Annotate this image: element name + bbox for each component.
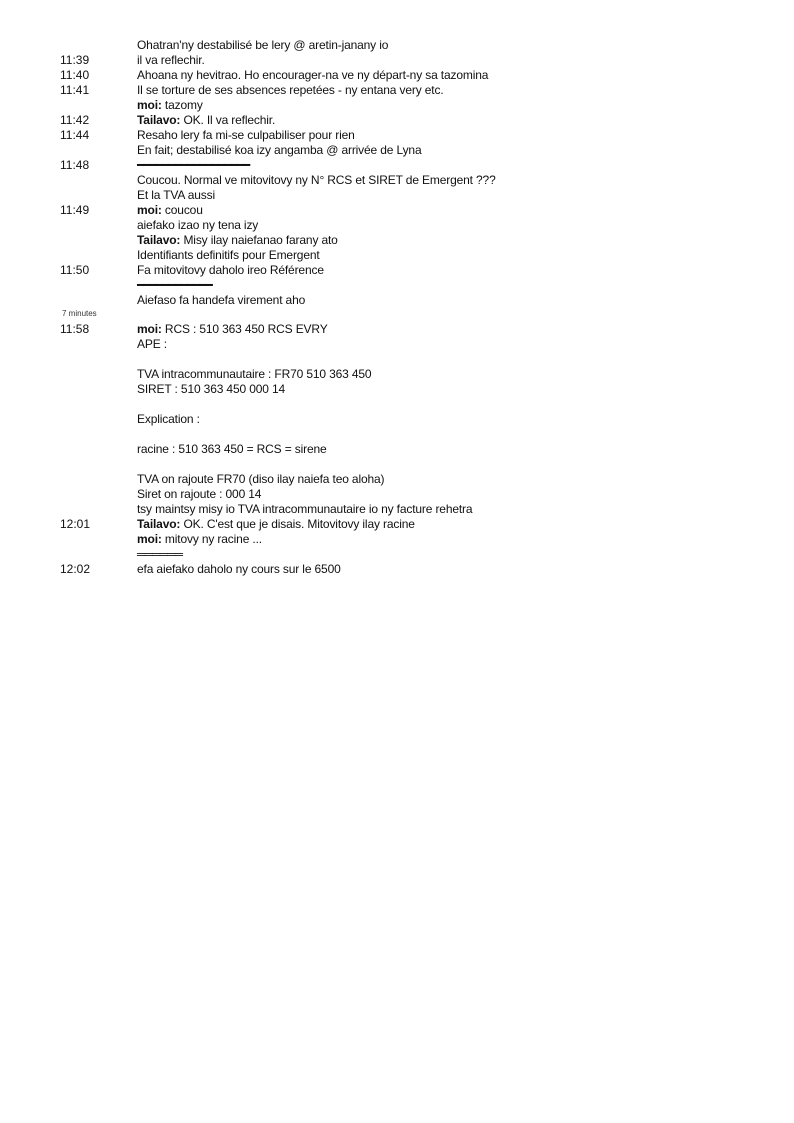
message-text [137, 53, 205, 68]
message-row [0, 502, 794, 517]
message-row [0, 517, 794, 532]
timestamp: 11:58 [60, 322, 90, 336]
message-text [137, 322, 328, 337]
speaker-name: Tailavo: [137, 113, 181, 127]
message-body: Resaho lery fa mi-se culpabiliser pour rien [137, 128, 355, 142]
message-row [0, 68, 794, 83]
timestamp: 11:48 [60, 158, 90, 172]
message-row [0, 367, 794, 382]
message-text [137, 532, 262, 547]
message-body: OK. Il va reflechir. [183, 113, 276, 127]
blank-line [0, 427, 794, 442]
message-body: tsy maintsy misy io TVA intracommunautaire io ny facture rehetra [137, 502, 473, 516]
message-body: TVA on rajoute FR70 (diso ilay naiefa teo aloha) [137, 472, 385, 486]
message-row [0, 532, 794, 547]
message-text [137, 68, 488, 83]
message-text [137, 188, 215, 203]
blank-line [0, 352, 794, 367]
timestamp: 12:01 [60, 517, 91, 531]
timestamp: 11:44 [60, 128, 90, 142]
message-text [137, 143, 421, 158]
message-row [0, 322, 794, 337]
timestamp: 11:50 [60, 263, 90, 277]
time-gap-label: 7 minutes [62, 309, 97, 318]
message-row [0, 218, 794, 233]
message-row [0, 382, 794, 397]
message-row [0, 188, 794, 203]
message-text [137, 158, 249, 173]
message-text [137, 502, 472, 517]
message-text [137, 517, 415, 532]
message-row [0, 248, 794, 263]
message-text [137, 278, 212, 293]
message-text [137, 547, 182, 562]
message-row [0, 263, 794, 278]
message-row [0, 53, 794, 68]
message-text [137, 442, 327, 457]
message-body: ━━━━━━━━━━━━ [137, 278, 212, 292]
timestamp: 11:40 [60, 68, 90, 82]
message-text [137, 218, 258, 233]
timestamp: 11:42 [60, 113, 90, 127]
message-body: OK. C'est que je disais. Mitovitovy ilay racine [183, 517, 415, 531]
message-text [137, 113, 275, 128]
message-row [0, 143, 794, 158]
message-text [137, 128, 355, 143]
message-text [137, 337, 167, 352]
message-row [0, 337, 794, 352]
speaker-name: Tailavo: [137, 233, 181, 247]
speaker-name: moi: [137, 532, 162, 546]
message-text [137, 38, 388, 53]
message-row [0, 293, 794, 308]
message-text [137, 293, 305, 308]
message-row [0, 233, 794, 248]
message-text [137, 203, 203, 218]
message-body: coucou [164, 203, 203, 217]
speaker-name: moi: [137, 203, 162, 217]
message-body: ══════ [137, 547, 183, 561]
message-body: Siret on rajoute : 000 14 [137, 487, 262, 501]
timestamp: 12:02 [60, 562, 91, 576]
message-body: il va reflechir. [137, 53, 205, 67]
timestamp: 11:39 [60, 53, 90, 67]
message-body: efa aiefako daholo ny cours sur le 6500 [137, 562, 341, 576]
message-body: racine : 510 363 450 = RCS = sirene [137, 442, 327, 456]
message-text [137, 487, 261, 502]
message-row [0, 547, 794, 562]
message-body: Aiefaso fa handefa virement aho [137, 293, 306, 307]
message-text [137, 367, 371, 382]
message-text [137, 382, 285, 397]
time-gap-row [0, 308, 794, 322]
message-text [137, 562, 341, 577]
message-body: mitovy ny racine ... [164, 532, 262, 546]
message-row [0, 203, 794, 218]
speaker-name: Tailavo: [137, 517, 181, 531]
message-body: Fa mitovitovy daholo ireo Référence [137, 263, 324, 277]
message-row [0, 278, 794, 293]
message-body: aiefako izao ny tena izy [137, 218, 259, 232]
message-body: tazomy [164, 98, 203, 112]
message-body: RCS : 510 363 450 RCS EVRY [164, 322, 328, 336]
timestamp: 11:41 [60, 83, 90, 97]
message-text [137, 472, 384, 487]
message-body: Et la TVA aussi [137, 188, 216, 202]
message-text [137, 412, 200, 427]
message-body: Ahoana ny hevitrao. Ho encourager-na ve ny départ-ny sa tazomina [137, 68, 489, 82]
message-body: En fait; destabilisé koa izy angamba @ arrivée de Lyna [137, 143, 422, 157]
message-body: Coucou. Normal ve mitovitovy ny N° RCS et SIRET de Emergent ??? [137, 173, 496, 187]
message-row [0, 98, 794, 113]
message-row [0, 442, 794, 457]
message-row [0, 562, 794, 577]
message-text [137, 98, 203, 113]
message-body: Explication : [137, 412, 200, 426]
message-text [137, 248, 320, 263]
message-row [0, 412, 794, 427]
speaker-name: moi: [137, 98, 162, 112]
blank-line [0, 397, 794, 412]
message-row [0, 173, 794, 188]
message-text [137, 83, 444, 98]
message-row [0, 128, 794, 143]
message-body: APE : [137, 337, 167, 351]
message-body: Identifiants definitifs pour Emergent [137, 248, 320, 262]
message-row [0, 113, 794, 128]
message-row [0, 487, 794, 502]
message-row [0, 158, 794, 173]
chat-log [0, 38, 794, 577]
message-row [0, 83, 794, 98]
speaker-name: moi: [137, 322, 162, 336]
message-body: Misy ilay naiefanao farany ato [183, 233, 338, 247]
message-body: Ohatran'ny destabilisé be lery @ aretin-janany io [137, 38, 389, 52]
message-body: SIRET : 510 363 450 000 14 [137, 382, 285, 396]
message-row [0, 38, 794, 53]
blank-line [0, 457, 794, 472]
message-body: TVA intracommunautaire : FR70 510 363 450 [137, 367, 372, 381]
message-text [137, 173, 496, 188]
message-row [0, 472, 794, 487]
timestamp: 11:49 [60, 203, 90, 217]
message-text [137, 263, 324, 278]
message-body: ━━━━━━━━━━━━━━━━━━ [137, 158, 250, 172]
message-text [137, 233, 338, 248]
message-body: Il se torture de ses absences repetées - ny entana very etc. [137, 83, 444, 97]
